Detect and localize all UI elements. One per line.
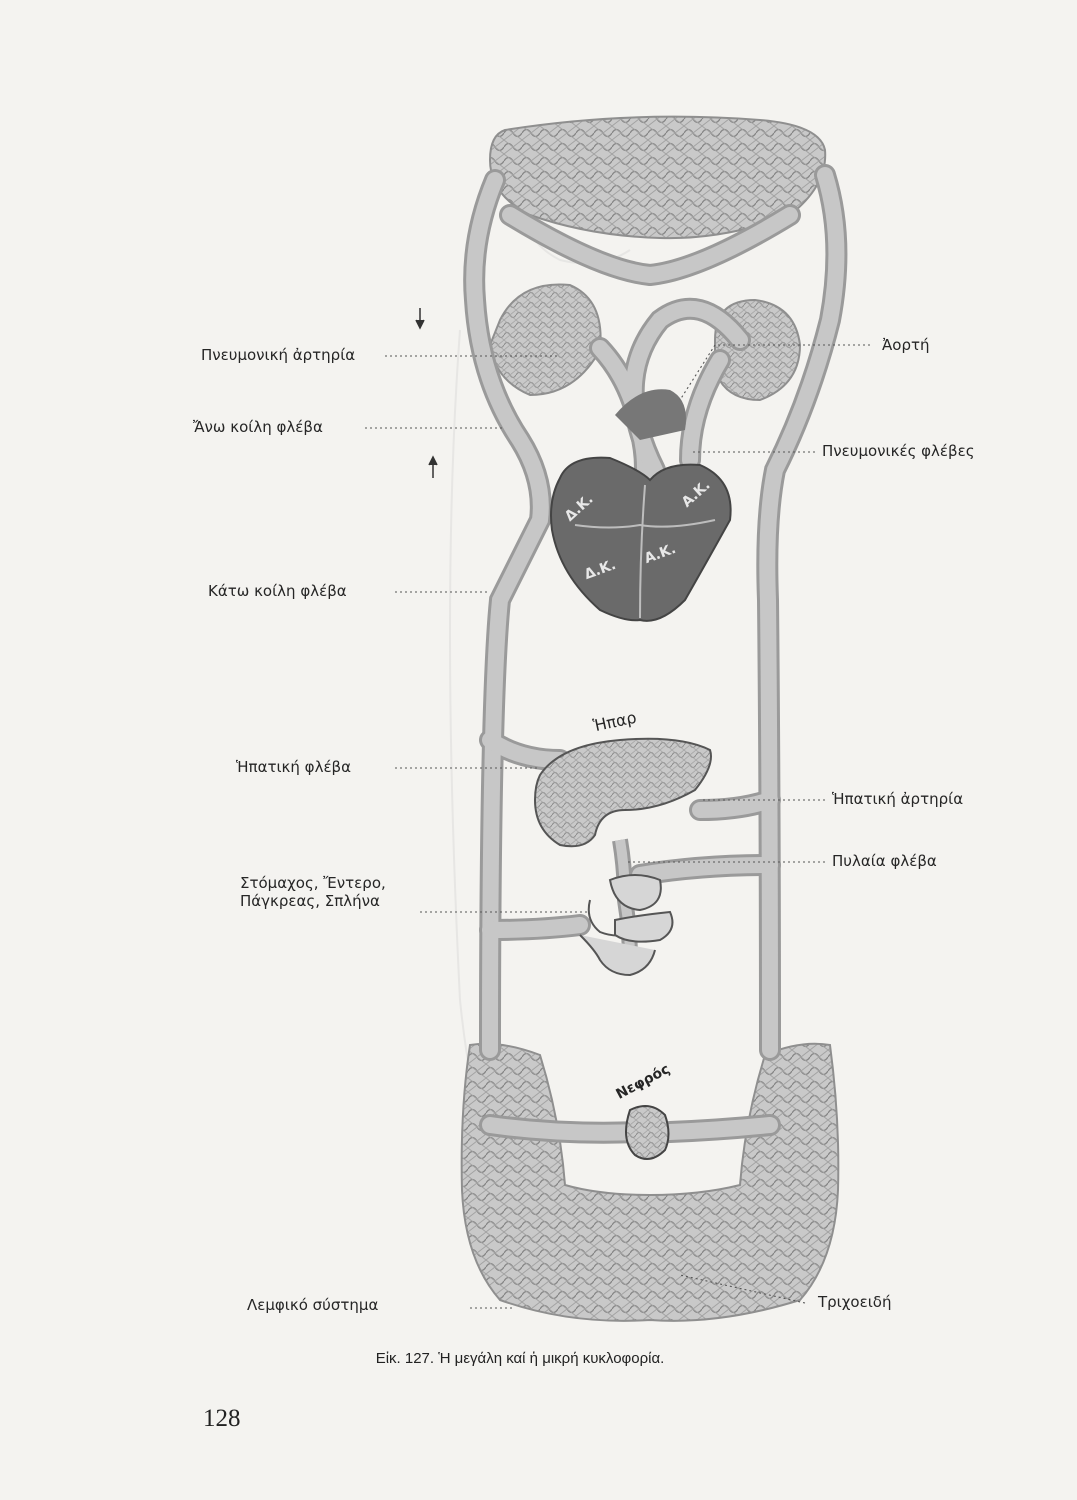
flow-arrows: [416, 308, 437, 478]
kidney: [626, 1106, 669, 1159]
capillaries-lung-left: [490, 284, 601, 395]
label-digestive-organs: Στόμαχος, Ἔντερο, Πάγκρεας, Σπλήνα: [240, 874, 386, 910]
heart-label-right-atrium: Δ.Κ.: [561, 491, 597, 525]
label-lymphatic-system: Λεμφικό σύστημα: [247, 1296, 379, 1314]
label-capillaries: Τριχοειδή: [818, 1293, 892, 1311]
heart-label-left-ventricle: Α.Κ.: [642, 540, 679, 568]
page-number: 128: [203, 1405, 241, 1432]
label-pulmonary-artery: Πνευμονική ἀρτηρία: [201, 346, 356, 364]
organ-label-liver: Ἡπαρ: [591, 707, 639, 736]
liver: [535, 739, 711, 847]
label-pulmonary-veins: Πνευμονικές φλέβες: [822, 442, 975, 460]
organ-label-kidney: Νεφρός: [613, 1061, 673, 1103]
heart-label-right-ventricle: Δ.Κ.: [582, 556, 619, 584]
label-superior-vena-cava: Ἄνω κοίλη φλέβα: [193, 418, 323, 436]
label-portal-vein: Πυλαία φλέβα: [832, 852, 937, 870]
label-inferior-vena-cava: Κάτω κοίλη φλέβα: [208, 582, 347, 600]
label-hepatic-vein: Ἡπατική φλέβα: [236, 758, 352, 776]
digestive-organs: [580, 840, 672, 975]
heart-label-left-atrium: Α.Κ.: [678, 477, 714, 511]
label-hepatic-artery: Ἡπατική ἀρτηρία: [832, 790, 964, 808]
label-aorta: Ἀορτή: [882, 336, 930, 354]
figure-caption: Εἰκ. 127. Ἡ μεγάλη καί ἡ μικρή κυκλοφορία.: [375, 1350, 665, 1367]
